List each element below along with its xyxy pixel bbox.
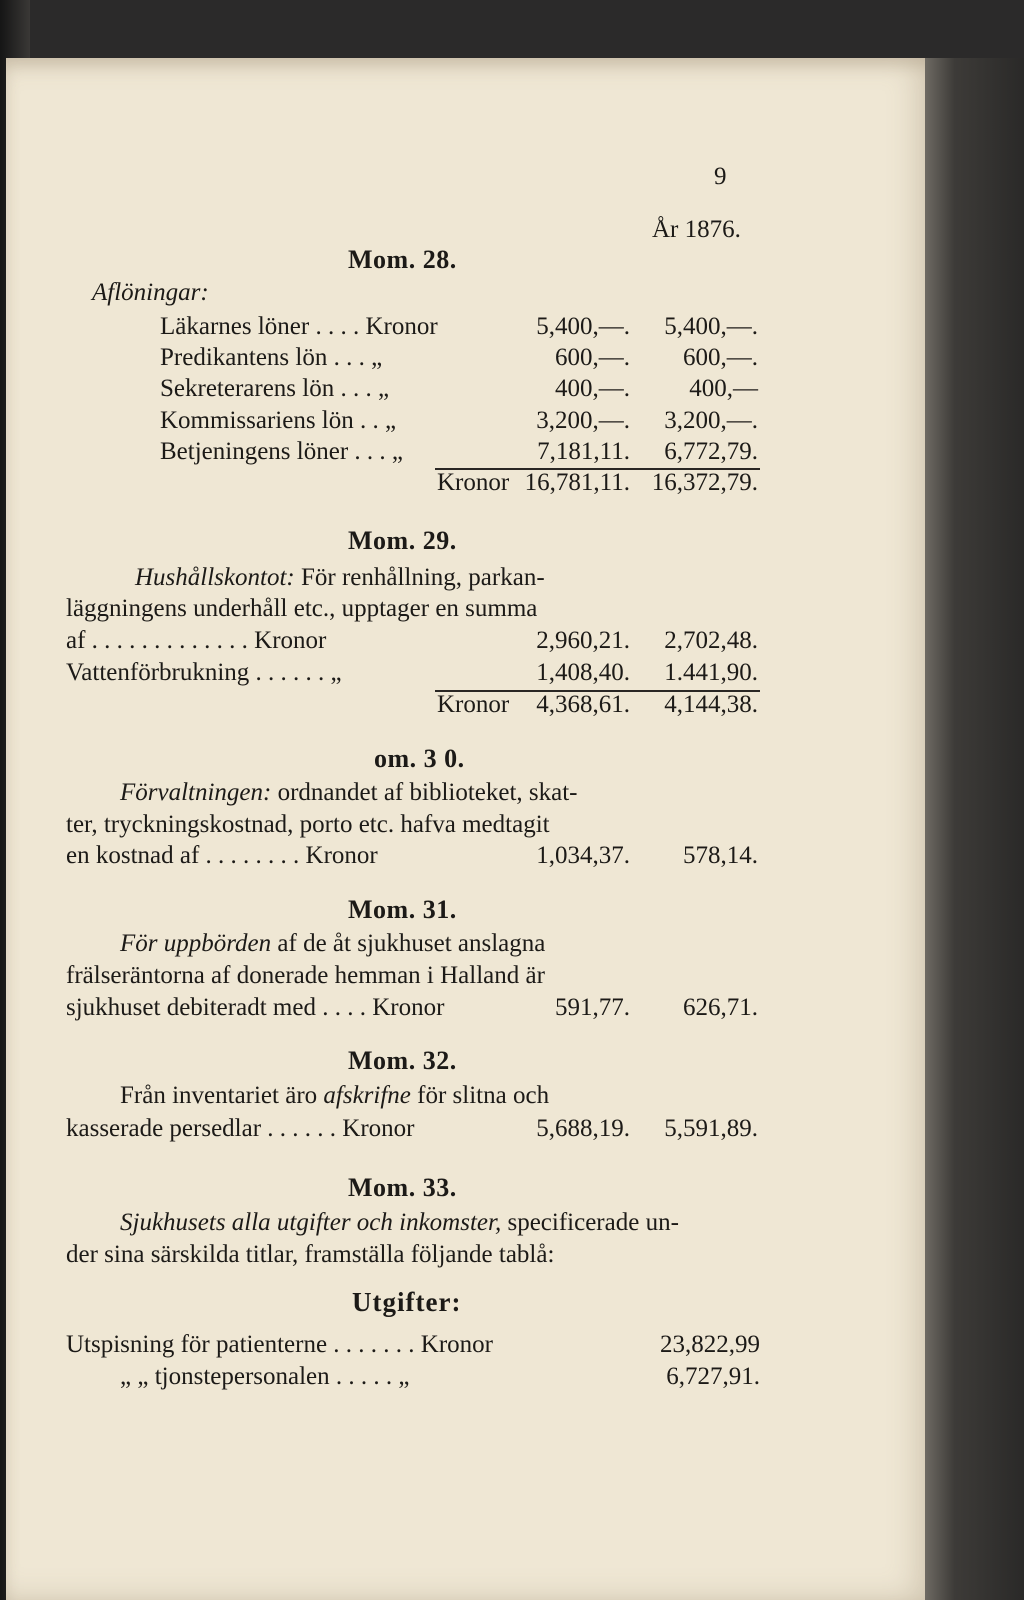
mom28-row-amount: 400,—. bbox=[555, 375, 630, 402]
mom29-total-amount: 4,368,61. bbox=[536, 691, 630, 718]
utgifter-section-title: Utgifter: bbox=[352, 1287, 462, 1317]
mom33-heading: Mom. 33. bbox=[348, 1173, 457, 1202]
mom33-line1 bbox=[120, 1208, 679, 1238]
mom28-row-amount: 3,200,—. bbox=[536, 407, 630, 434]
mom32-line1-italic: afskrifne bbox=[323, 1082, 411, 1109]
mom32-line1-pre: Från inventariet äro bbox=[120, 1082, 318, 1109]
mom32-row-label: kasserade persedlar . . . . . . Kronor bbox=[66, 1115, 415, 1142]
mom28-total-prev: 16,372,79. bbox=[651, 469, 758, 496]
mom29-row1-amount: 2,960,21. bbox=[536, 627, 630, 654]
mom29-line1 bbox=[135, 563, 545, 593]
year-header: År 1876. bbox=[652, 216, 741, 243]
mom28-row-amount: 600,—. bbox=[555, 344, 630, 371]
mom32-row-amount: 5,688,19. bbox=[536, 1115, 630, 1142]
utgifter-row2-amount: 6,727,91. bbox=[666, 1363, 760, 1390]
mom30-line1-italic: Förvaltningen: bbox=[120, 779, 272, 806]
mom32-line1-post: för slitna och bbox=[417, 1082, 550, 1109]
mom28-row-prev: 3,200,—. bbox=[664, 407, 758, 434]
mom32-row-prev: 5,591,89. bbox=[664, 1115, 758, 1142]
mom29-line1-rest: För renhållning, parkan- bbox=[300, 564, 545, 591]
mom30-row-amount: 1,034,37. bbox=[536, 842, 630, 869]
mom30-row-label: en kostnad af . . . . . . . . Kronor bbox=[66, 842, 378, 869]
mom28-row-prev: 600,—. bbox=[683, 344, 758, 371]
mom33-line2: der sina särskilda titlar, framställa följande tablå: bbox=[66, 1241, 555, 1268]
page-number: 9 bbox=[714, 163, 727, 190]
mom28-heading: Mom. 28. bbox=[348, 245, 457, 274]
mom29-row2-label: Vattenförbrukning . . . . . . „ bbox=[66, 659, 342, 686]
mom32-heading: Mom. 32. bbox=[348, 1046, 457, 1075]
mom33-line1-rest: specificerade un- bbox=[507, 1209, 679, 1236]
mom31-line2: frälseräntorna af donerade hemman i Halland är bbox=[66, 962, 545, 989]
utgifter-row2-label: „ „ tjonstepersonalen . . . . . „ bbox=[120, 1363, 410, 1390]
mom30-line1 bbox=[120, 778, 578, 808]
utgifter-row1-amount: 23,822,99 bbox=[660, 1331, 760, 1358]
mom28-row-amount: 7,181,11. bbox=[537, 438, 630, 465]
mom31-row-label: sjukhuset debiteradt med . . . . Kronor bbox=[66, 994, 445, 1021]
mom29-heading: Mom. 29. bbox=[348, 526, 457, 555]
mom28-row-label: Betjeningens löner . . . „ bbox=[160, 438, 403, 465]
mom28-row-amount: 5,400,—. bbox=[536, 313, 630, 340]
mom31-row-prev: 626,71. bbox=[683, 994, 758, 1021]
mom28-total-amount: 16,781,11. bbox=[524, 469, 630, 496]
mom29-row2-amount: 1,408,40. bbox=[536, 659, 630, 686]
mom29-line2: läggningens underhåll etc., upptager en summa bbox=[66, 595, 538, 622]
mom29-total-prev: 4,144,38. bbox=[664, 691, 758, 718]
mom31-line1-rest: af de åt sjukhuset anslagna bbox=[277, 930, 546, 957]
mom29-line1-italic: Hushållskontot: bbox=[135, 564, 295, 591]
mom32-line1 bbox=[120, 1081, 549, 1111]
mom29-row1-prev: 2,702,48. bbox=[664, 627, 758, 654]
mom29-row2-prev: 1.441,90. bbox=[664, 659, 758, 686]
mom28-row-label: Sekreterarens lön . . . „ bbox=[160, 375, 390, 402]
mom30-line2: ter, tryckningskostnad, porto etc. hafva medtagit bbox=[66, 811, 550, 838]
scan-right-edge bbox=[925, 58, 1024, 1600]
mom29-row1-label: af . . . . . . . . . . . . . Kronor bbox=[66, 627, 327, 654]
mom31-heading: Mom. 31. bbox=[348, 895, 457, 924]
mom28-row-label: Predikantens lön . . . „ bbox=[160, 344, 383, 371]
mom28-row-label: Läkarnes löner . . . . Kronor bbox=[160, 313, 438, 340]
mom31-line1-italic: För uppbörden bbox=[120, 930, 272, 957]
mom28-row-prev: 5,400,—. bbox=[664, 313, 758, 340]
mom29-total-label: Kronor bbox=[437, 691, 510, 718]
utgifter-row1-label: Utspisning för patienterne . . . . . . . Kronor bbox=[66, 1331, 494, 1358]
mom28-row-prev: 400,— bbox=[689, 375, 758, 402]
mom28-total-label: Kronor bbox=[437, 469, 510, 496]
mom28-row-label: Kommissariens lön . . „ bbox=[160, 407, 397, 434]
mom31-row-amount: 591,77. bbox=[555, 994, 630, 1021]
mom33-line1-italic: Sjukhusets alla utgifter och inkomster, bbox=[120, 1209, 502, 1236]
mom30-row-prev: 578,14. bbox=[683, 842, 758, 869]
mom31-line1 bbox=[120, 929, 545, 959]
mom30-line1-rest: ordnandet af biblioteket, skat- bbox=[277, 779, 578, 806]
mom28-row-prev: 6,772,79. bbox=[664, 438, 758, 465]
mom28-subheading: Aflöningar: bbox=[92, 279, 209, 306]
mom30-heading: om. 3 0. bbox=[374, 744, 465, 773]
